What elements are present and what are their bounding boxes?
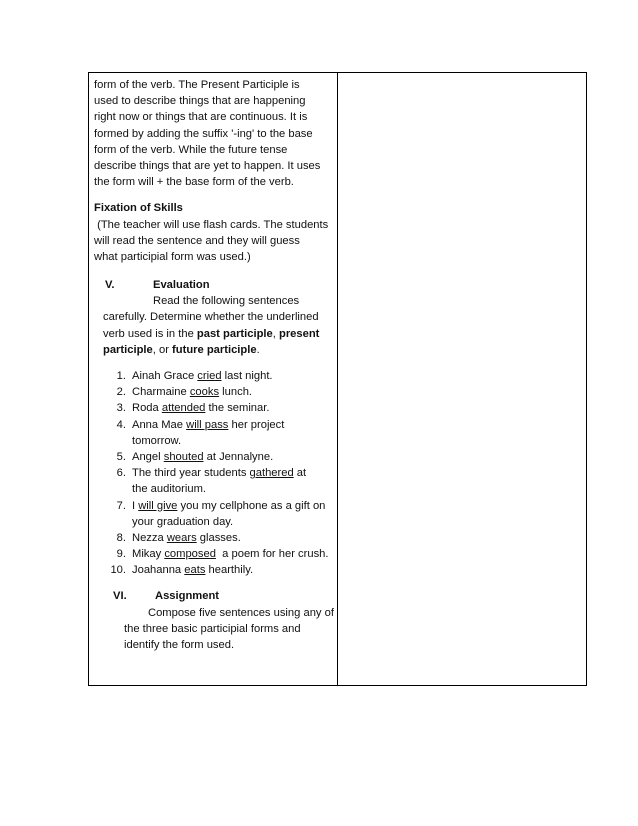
item-text-pre: I <box>132 499 139 512</box>
item-text-post: the seminar. <box>205 402 270 415</box>
underlined-verb: wears <box>166 531 197 544</box>
item-text <box>132 546 338 562</box>
item-text <box>132 384 338 400</box>
assignment-heading <box>94 588 338 604</box>
item-text <box>132 368 338 384</box>
item-text <box>132 498 338 530</box>
item-text <box>132 400 338 416</box>
assignment-line: Compose five sentences using any of <box>148 606 334 619</box>
evaluation-instruction: carefully. Determine whether the underlined <box>103 311 319 324</box>
instruction-text: , <box>272 327 279 340</box>
evaluation-item <box>94 384 338 400</box>
evaluation-item <box>94 546 338 562</box>
underlined-verb: shouted <box>163 450 204 463</box>
item-number: 8. <box>116 531 126 544</box>
right-column <box>338 73 586 685</box>
item-number: 5. <box>116 450 126 463</box>
underlined-verb: cooks <box>189 386 220 399</box>
underlined-verb: will give <box>138 499 178 512</box>
item-text <box>132 449 338 465</box>
item-text <box>132 530 338 546</box>
instruction-bold: participle <box>103 343 153 356</box>
evaluation-instruction <box>94 326 338 342</box>
item-text-post: a poem for her crush. <box>215 548 329 561</box>
item-text-pre: Nezza <box>132 531 167 544</box>
intro-line: formed by adding the suffix '-ing' to the base <box>94 127 313 140</box>
item-continuation: the auditorium. <box>132 483 207 496</box>
item-text <box>132 465 338 497</box>
intro-line: form of the verb. While the future tense <box>94 143 288 156</box>
item-text-post: glasses. <box>196 531 241 544</box>
instruction-bold: present <box>278 327 320 340</box>
instruction-text: , or <box>152 343 173 356</box>
evaluation-instruction <box>94 342 338 358</box>
underlined-verb: eats <box>184 564 206 577</box>
item-text-post: lunch. <box>219 386 253 399</box>
instruction-bold: past participle <box>196 327 273 340</box>
evaluation-item <box>94 498 338 530</box>
assignment-line: the three basic participial forms and <box>124 622 301 635</box>
instruction-bold: future participle <box>172 343 257 356</box>
underlined-verb: composed <box>164 548 216 561</box>
item-number: 1. <box>116 370 126 382</box>
assignment-title: Assignment <box>155 590 220 603</box>
underlined-verb: gathered <box>249 467 294 480</box>
item-continuation: tomorrow. <box>132 434 182 447</box>
item-number: 7. <box>116 499 126 512</box>
item-text-pre: Mikay <box>132 548 165 561</box>
left-column <box>94 77 338 653</box>
intro-line: the form will + the base form of the verb. <box>94 176 294 189</box>
item-text-post: last night. <box>221 370 273 382</box>
underlined-verb: cried <box>197 370 222 382</box>
item-text-post: you my cellphone as a gift on <box>177 499 326 512</box>
lesson-plan-table <box>88 72 587 686</box>
item-text-post: hearthily. <box>205 564 254 577</box>
item-number: 2. <box>116 386 126 399</box>
evaluation-heading <box>94 277 338 293</box>
underlined-verb: will pass <box>186 418 229 431</box>
item-text-post: at Jennalyne. <box>203 450 274 463</box>
intro-line: right now or things that are continuous. It is <box>94 111 308 124</box>
intro-line: describe things that are yet to happen. It uses <box>94 159 321 172</box>
underlined-verb: attended <box>161 402 206 415</box>
item-number: 9. <box>116 548 126 561</box>
evaluation-item <box>94 368 338 384</box>
evaluation-numeral: V. <box>105 279 115 292</box>
item-text-pre: Anna Mae <box>132 418 187 431</box>
intro-paragraph <box>94 77 338 190</box>
fixation-line: what participial form was used.) <box>94 250 251 263</box>
item-text-pre: The third year students <box>132 467 250 480</box>
evaluation-item <box>94 400 338 416</box>
evaluation-list <box>94 368 338 578</box>
assignment-line: identify the form used. <box>124 639 235 651</box>
evaluation-item <box>94 417 338 449</box>
evaluation-instruction: Read the following sentences <box>153 295 300 308</box>
item-number: 10. <box>110 564 126 577</box>
intro-line: used to describe things that are happening <box>94 95 306 108</box>
item-text <box>132 417 338 449</box>
instruction-text: . <box>256 343 260 356</box>
fixation-line: will read the sentence and they will guess <box>94 234 300 247</box>
evaluation-item <box>94 562 338 578</box>
item-number: 6. <box>116 467 126 480</box>
evaluation-title: Evaluation <box>153 279 210 292</box>
item-text-pre: Angel <box>132 450 164 463</box>
fixation-line: (The teacher will use flash cards. The students <box>94 218 329 231</box>
evaluation-item <box>94 530 338 546</box>
item-text-pre: Joahanna <box>132 564 185 577</box>
intro-line: form of the verb. The Present Participle is <box>94 79 300 91</box>
evaluation-item <box>94 465 338 497</box>
item-continuation: your graduation day. <box>132 515 234 528</box>
item-text <box>132 562 338 578</box>
item-number: 3. <box>116 402 126 415</box>
item-number: 4. <box>116 418 126 431</box>
item-text-pre: Charmaine <box>132 386 190 399</box>
evaluation-item <box>94 449 338 465</box>
item-text-post: at <box>293 467 307 480</box>
fixation-heading: Fixation of Skills <box>94 202 183 215</box>
assignment-numeral: VI. <box>113 590 127 603</box>
item-text-pre: Ainah Grace <box>132 370 198 382</box>
item-text-pre: Roda <box>132 402 162 415</box>
item-text-post: her project <box>228 418 285 431</box>
instruction-text: verb used is in the <box>103 327 197 340</box>
